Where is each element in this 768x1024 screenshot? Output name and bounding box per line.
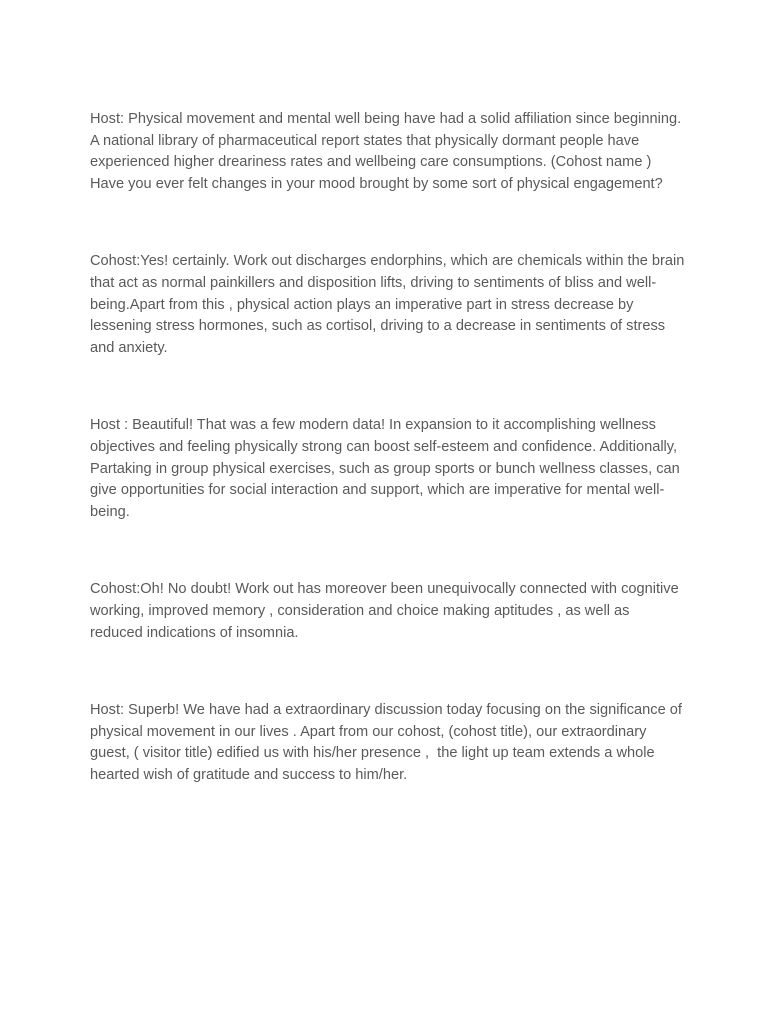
paragraph-cohost-endorphins: Cohost:Yes! certainly. Work out discharges endorphins, which are chemicals within the brain that act as normal painkillers and disposition lifts, driving to sentiments of bliss and well-being.Apart from this , physical action plays an imperative part in stress decrease by lessening stress hormones, such as cortisol, driving to a decrease in sentiments of stress and anxiety. [90, 253, 689, 356]
paragraph-spacer [90, 644, 686, 700]
paragraph-spacer [90, 359, 686, 415]
paragraph-host-intro: Host: Physical movement and mental well being have had a solid affiliation since beginning. A national library of pharmaceutical report states that physically dormant people have experienced higher dreariness rates and wellbeing care consumptions. (Cohost name ) Have you ever felt changes in your mood brought by some sort of physical engagement? [90, 111, 685, 192]
paragraph-host-self-esteem: Host : Beautiful! That was a few modern data! In expansion to it accomplishing wellness objectives and feeling physically strong can boost self-esteem and confidence. Additionally, Partaking in group physical exercises, such as group sports or bunch wellness classes, can give opportunities for social interaction and support, which are imperative for mental well-being. [90, 417, 684, 520]
document-body [90, 109, 689, 786]
paragraph-cohost-cognition: Cohost:Oh! No doubt! Work out has moreover been unequivocally connected with cognitive working, improved memory , consideration and choice making aptitudes , as well as reduced indications of insomnia. [90, 581, 683, 641]
paragraph-spacer [90, 195, 686, 251]
paragraph-spacer [90, 523, 686, 579]
paragraph-host-closing: Host: Superb! We have had a extraordinary discussion today focusing on the significance of physical movement in our lives . Apart from our cohost, (cohost title), our extraordinary guest, ( visitor title) edified us with his/her presence , the light up team extends a whole hearted wish of gratitude and success to him/her. [90, 702, 686, 783]
